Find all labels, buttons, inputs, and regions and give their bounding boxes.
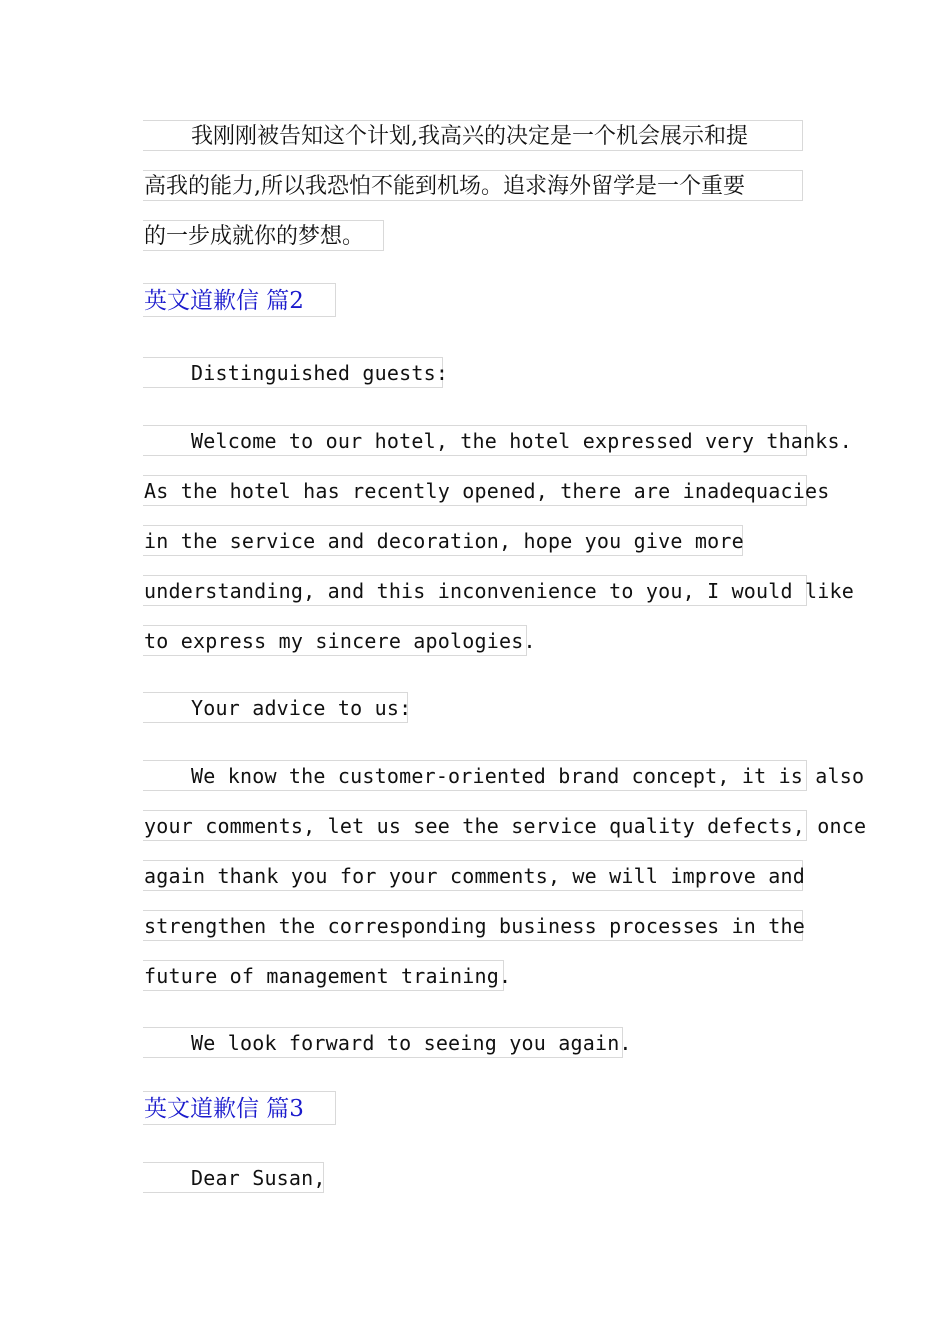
paragraph-line: in the service and decoration, hope you give more [143,525,743,556]
paragraph-line: your comments, let us see the service quality defects, once [143,810,807,841]
paragraph-line: future of management training. [143,960,504,991]
paragraph-line: 高我的能力,所以我恐怕不能到机场。追求海外留学是一个重要 [143,170,803,201]
section-heading: 英文道歉信 篇2 [143,283,336,317]
closing-line: We look forward to seeing you again. [143,1027,623,1058]
paragraph-line: understanding, and this inconvenience to you, I would like [143,575,807,606]
paragraph-line: 我刚刚被告知这个计划,我高兴的决定是一个机会展示和提 [143,120,803,151]
paragraph-line: again thank you for your comments, we will improve and [143,860,803,891]
paragraph-line: strengthen the corresponding business processes in the [143,910,803,941]
salutation: Distinguished guests: [143,357,443,388]
paragraph-line: 的一步成就你的梦想。 [143,220,384,251]
paragraph-line: As the hotel has recently opened, there are inadequacies [143,475,807,506]
salutation: Dear Susan, [143,1162,324,1193]
section-heading: 英文道歉信 篇3 [143,1091,336,1125]
paragraph-line: We know the customer-oriented brand concept, it is also [143,760,807,791]
paragraph-line: Welcome to our hotel, the hotel expressed very thanks. [143,425,807,456]
advice-label: Your advice to us: [143,692,408,723]
paragraph-line: to express my sincere apologies. [143,625,527,656]
